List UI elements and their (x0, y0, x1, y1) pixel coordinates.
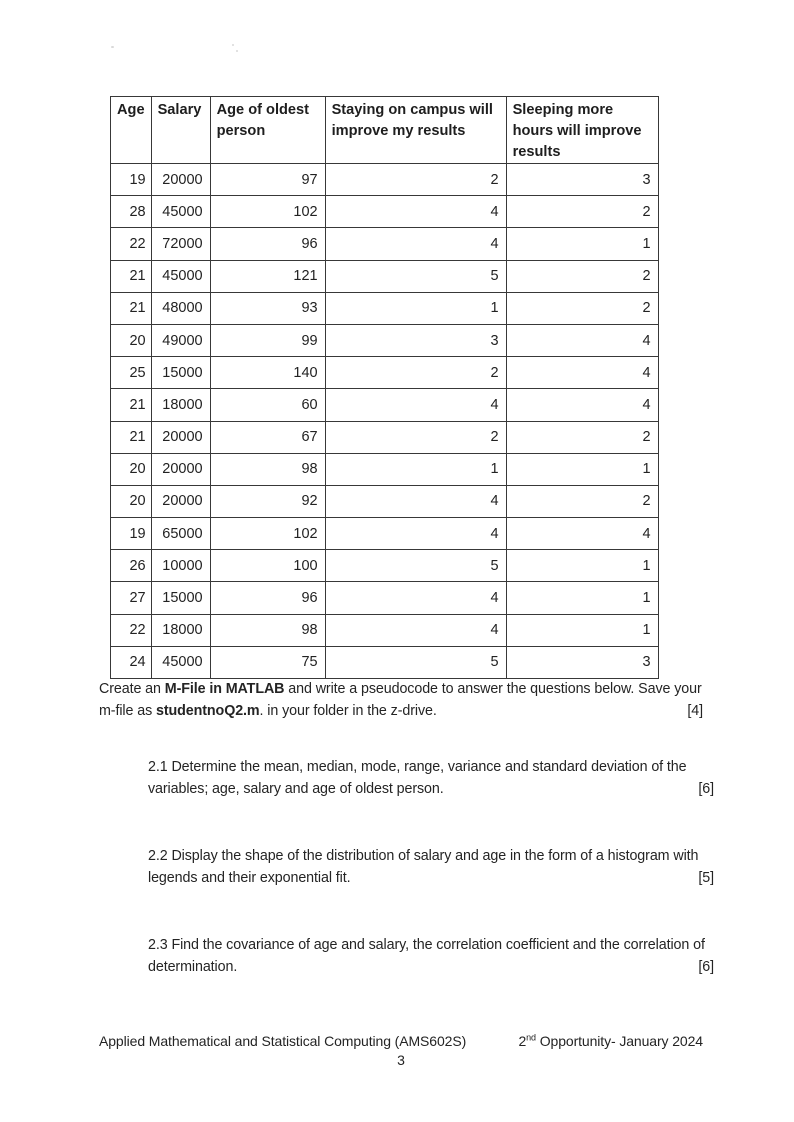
table-cell: 102 (210, 196, 325, 228)
table-row (111, 292, 659, 324)
table-cell: 67 (210, 421, 325, 453)
table-cell: 22 (111, 228, 152, 260)
table-cell: 3 (506, 646, 658, 678)
table-cell: 4 (506, 518, 658, 550)
instructions-text: and write a pseudocode to answer the questions below. Save your m-file as (99, 681, 702, 719)
table-cell: 2 (506, 260, 658, 292)
table-row (111, 518, 659, 550)
table-header-row (111, 97, 659, 164)
table-cell: 1 (506, 582, 658, 614)
question-2-1 (148, 756, 714, 800)
column-header-age-oldest: Age of oldest person (210, 97, 325, 164)
column-header-campus: Staying on campus will improve my results (325, 97, 506, 164)
table-cell: 20 (111, 485, 152, 517)
table-cell: 22 (111, 614, 152, 646)
table-cell: 4 (325, 196, 506, 228)
table-row (111, 614, 659, 646)
table-cell: 4 (506, 324, 658, 356)
table-cell: 4 (506, 389, 658, 421)
table-cell: 4 (325, 389, 506, 421)
footer-course-title: Applied Mathematical and Statistical Computing (AMS602S) (99, 1033, 467, 1049)
table-cell: 4 (325, 518, 506, 550)
table-row (111, 260, 659, 292)
table-cell: 21 (111, 421, 152, 453)
table-cell: 20 (111, 324, 152, 356)
table-cell: 5 (325, 646, 506, 678)
table-cell: 1 (506, 550, 658, 582)
table-cell: 2 (325, 357, 506, 389)
table-cell: 45000 (151, 646, 210, 678)
table-cell: 27 (111, 582, 152, 614)
table-cell: 140 (210, 357, 325, 389)
column-header-salary: Salary (151, 97, 210, 164)
instructions-text: Create an (99, 681, 165, 697)
question-2-3 (148, 934, 714, 978)
table-cell: 2 (506, 196, 658, 228)
table-cell: 121 (210, 260, 325, 292)
footer-session-ordinal: nd (526, 1032, 536, 1043)
table-cell: 60 (210, 389, 325, 421)
table-cell: 1 (325, 292, 506, 324)
instructions-paragraph (99, 678, 703, 722)
footer-exam-session (518, 1033, 703, 1049)
table-cell: 2 (506, 485, 658, 517)
instructions-bold-mfile: M-File in MATLAB (164, 681, 285, 697)
table-cell: 2 (325, 421, 506, 453)
table-cell: 96 (210, 582, 325, 614)
scan-artifact (232, 44, 234, 46)
table-cell: 20000 (151, 164, 210, 196)
table-cell: 45000 (151, 260, 210, 292)
table-cell: 2 (506, 292, 658, 324)
instructions-bold-filename: studentnoQ2.m (156, 703, 260, 719)
table-cell: 97 (210, 164, 325, 196)
table-cell: 21 (111, 389, 152, 421)
table-header (111, 97, 659, 164)
table-cell: 26 (111, 550, 152, 582)
table-cell: 10000 (151, 550, 210, 582)
table-cell: 5 (325, 260, 506, 292)
question-2-2 (148, 845, 714, 889)
marks-badge: [6] (698, 959, 714, 975)
table-cell: 100 (210, 550, 325, 582)
table-cell: 72000 (151, 228, 210, 260)
table-cell: 2 (325, 164, 506, 196)
scan-artifact (111, 46, 114, 48)
table-cell: 24 (111, 646, 152, 678)
survey-data-table (110, 96, 659, 679)
table-cell: 98 (210, 453, 325, 485)
table-row (111, 389, 659, 421)
table-row (111, 228, 659, 260)
marks-badge: [6] (698, 781, 714, 797)
question-text: 2.1 Determine the mean, median, mode, range, variance and standard deviation of the variables; age, salary and age of oldest person. (148, 759, 687, 797)
table-cell: 4 (325, 485, 506, 517)
table-cell: 15000 (151, 582, 210, 614)
marks-badge: [5] (698, 870, 714, 886)
table-cell: 45000 (151, 196, 210, 228)
table-cell: 4 (506, 357, 658, 389)
table-cell: 4 (325, 614, 506, 646)
table-row (111, 646, 659, 678)
table-row (111, 324, 659, 356)
table-cell: 4 (325, 228, 506, 260)
table-row (111, 357, 659, 389)
table-row (111, 164, 659, 196)
table-cell: 18000 (151, 614, 210, 646)
table-cell: 1 (506, 614, 658, 646)
table-cell: 99 (210, 324, 325, 356)
table-row (111, 550, 659, 582)
table-cell: 92 (210, 485, 325, 517)
footer-session-text: Opportunity- January 2024 (535, 1033, 703, 1049)
question-text: 2.2 Display the shape of the distribution of salary and age in the form of a histogram with legends and their exponential fit. (148, 848, 699, 886)
page-footer (99, 1033, 703, 1049)
table-cell: 93 (210, 292, 325, 324)
table-row (111, 453, 659, 485)
instructions-text: . in your folder in the z-drive. (259, 703, 437, 719)
question-text: 2.3 Find the covariance of age and salary, the correlation coefficient and the correlation of determination. (148, 937, 705, 975)
table-cell: 21 (111, 260, 152, 292)
table-cell: 2 (506, 421, 658, 453)
table-cell: 20000 (151, 453, 210, 485)
table-cell: 65000 (151, 518, 210, 550)
marks-badge: [4] (687, 703, 703, 719)
table-cell: 18000 (151, 389, 210, 421)
table-row (111, 421, 659, 453)
table-cell: 4 (325, 582, 506, 614)
table-cell: 96 (210, 228, 325, 260)
table-cell: 20000 (151, 485, 210, 517)
page-number: 3 (397, 1052, 405, 1068)
table-cell: 19 (111, 518, 152, 550)
table-row (111, 196, 659, 228)
table-cell: 5 (325, 550, 506, 582)
table-row (111, 582, 659, 614)
table-cell: 15000 (151, 357, 210, 389)
table-cell: 1 (506, 453, 658, 485)
table-cell: 98 (210, 614, 325, 646)
table-cell: 20 (111, 453, 152, 485)
table-row (111, 485, 659, 517)
column-header-sleeping: Sleeping more hours will improve results (506, 97, 658, 164)
table-cell: 3 (506, 164, 658, 196)
table-body (111, 164, 659, 679)
table-cell: 3 (325, 324, 506, 356)
table-cell: 49000 (151, 324, 210, 356)
table-cell: 25 (111, 357, 152, 389)
table-cell: 1 (325, 453, 506, 485)
table-cell: 28 (111, 196, 152, 228)
table-cell: 20000 (151, 421, 210, 453)
table-cell: 21 (111, 292, 152, 324)
table-cell: 75 (210, 646, 325, 678)
table-cell: 19 (111, 164, 152, 196)
scan-artifact (236, 50, 238, 52)
footer-session-number: 2 (518, 1033, 527, 1049)
column-header-age: Age (111, 97, 152, 164)
table-cell: 1 (506, 228, 658, 260)
table-cell: 48000 (151, 292, 210, 324)
table-cell: 102 (210, 518, 325, 550)
